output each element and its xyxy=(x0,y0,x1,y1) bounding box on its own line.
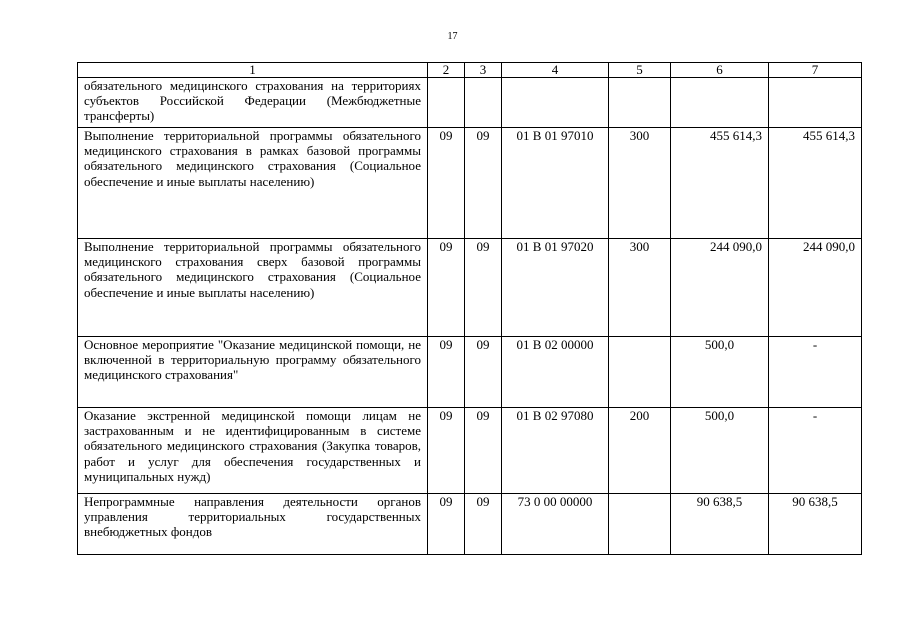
expense-type-code: 300 xyxy=(609,128,671,239)
section-code: 09 xyxy=(428,239,465,337)
expense-type-code: 300 xyxy=(609,239,671,337)
section-code: 09 xyxy=(428,494,465,555)
column-header: 5 xyxy=(609,63,671,78)
amount-year-1: 90 638,5 xyxy=(671,494,769,555)
item-name: Оказание экстренной медицинской помощи лицам не застрахованным и не идентифицированным в системе обязательного медицинского страхования (Закупка товаров, работ и услуг для обеспечения государственных и муниципальных нужд) xyxy=(78,408,428,494)
column-header: 4 xyxy=(502,63,609,78)
amount-year-1: 455 614,3 xyxy=(671,128,769,239)
amount-year-2: - xyxy=(769,408,862,494)
amount-year-1 xyxy=(671,78,769,128)
section-code: 09 xyxy=(428,408,465,494)
item-name: Выполнение территориальной программы обязательного медицинского страхования в рамках базовой программы обязательного медицинского страхования (Социальное обеспечение и иные выплаты населению) xyxy=(78,128,428,239)
amount-year-2: 90 638,5 xyxy=(769,494,862,555)
column-header: 1 xyxy=(78,63,428,78)
amount-year-1: 244 090,0 xyxy=(671,239,769,337)
table-row xyxy=(78,494,862,555)
item-name: обязательного медицинского страхования на территориях субъектов Российской Федерации (Межбюджетные трансферты) xyxy=(78,78,428,128)
subsection-code: 09 xyxy=(465,408,502,494)
section-code: 09 xyxy=(428,128,465,239)
target-article-code: 01 В 02 00000 xyxy=(502,337,609,408)
item-name: Непрограммные направления деятельности органов управления территориальных государственных внебюджетных фондов xyxy=(78,494,428,555)
table-row xyxy=(78,78,862,128)
subsection-code: 09 xyxy=(465,494,502,555)
column-header: 7 xyxy=(769,63,862,78)
table-row xyxy=(78,239,862,337)
target-article-code: 01 В 02 97080 xyxy=(502,408,609,494)
amount-year-1: 500,0 xyxy=(671,337,769,408)
expense-type-code xyxy=(609,78,671,128)
target-article-code: 73 0 00 00000 xyxy=(502,494,609,555)
target-article-code: 01 В 01 97020 xyxy=(502,239,609,337)
subsection-code: 09 xyxy=(465,239,502,337)
header-row xyxy=(78,63,862,78)
amount-year-2 xyxy=(769,78,862,128)
amount-year-2: - xyxy=(769,337,862,408)
column-header: 3 xyxy=(465,63,502,78)
section-code xyxy=(428,78,465,128)
expense-type-code xyxy=(609,494,671,555)
table-row xyxy=(78,337,862,408)
amount-year-2: 244 090,0 xyxy=(769,239,862,337)
item-name: Основное мероприятие "Оказание медицинской помощи, не включенной в территориальную программу обязательного медицинского страхования" xyxy=(78,337,428,408)
expense-type-code: 200 xyxy=(609,408,671,494)
amount-year-1: 500,0 xyxy=(671,408,769,494)
item-name: Выполнение территориальной программы обязательного медицинского страхования сверх базовой программы обязательного медицинского страхования (Социальное обеспечение и иные выплаты населению) xyxy=(78,239,428,337)
target-article-code: 01 В 01 97010 xyxy=(502,128,609,239)
expense-type-code xyxy=(609,337,671,408)
subsection-code: 09 xyxy=(465,128,502,239)
subsection-code: 09 xyxy=(465,337,502,408)
table-row xyxy=(78,128,862,239)
budget-table xyxy=(77,62,862,555)
column-header: 2 xyxy=(428,63,465,78)
amount-year-2: 455 614,3 xyxy=(769,128,862,239)
target-article-code xyxy=(502,78,609,128)
subsection-code xyxy=(465,78,502,128)
section-code: 09 xyxy=(428,337,465,408)
table-row xyxy=(78,408,862,494)
page-number: 17 xyxy=(447,31,458,42)
column-header: 6 xyxy=(671,63,769,78)
